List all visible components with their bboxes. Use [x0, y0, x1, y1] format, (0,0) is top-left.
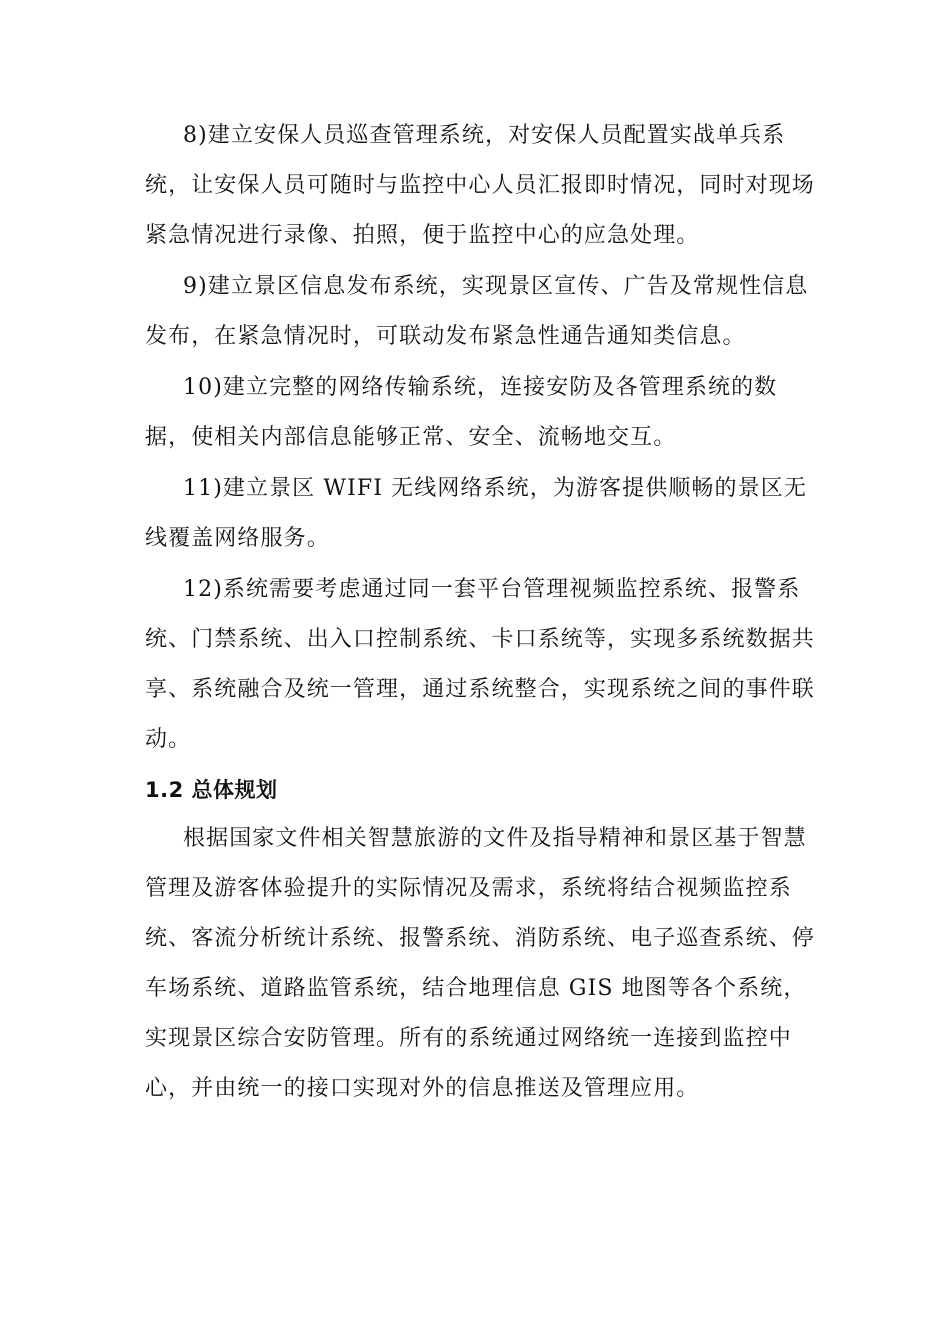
paragraph-item-12: 12)系统需要考虑通过同一套平台管理视频监控系统、报警系统、门禁系统、出入口控制系统、卡口系统等，实现多系统数据共享、系统融合及统一管理，通过系统整合，实现系统之间的事件联动。 — [145, 577, 815, 752]
document-body — [145, 111, 815, 1115]
paragraph-item-9: 9)建立景区信息发布系统，实现景区宣传、广告及常规性信息发布，在紧急情况时，可联动发布紧急性通告通知类信息。 — [145, 274, 809, 349]
paragraph-item-11: 11)建立景区 WIFI 无线网络系统，为游客提供顺畅的景区无线覆盖网络服务。 — [145, 476, 807, 551]
section-heading: 1.2 总体规划 — [145, 778, 278, 802]
paragraph-item-8: 8)建立安保人员巡查管理系统，对安保人员配置实战单兵系统，让安保人员可随时与监控中心人员汇报即时情况，同时对现场紧急情况进行录像、拍照，便于监控中心的应急处理。 — [145, 123, 815, 248]
paragraph-item-10: 10)建立完整的网络传输系统，连接安防及各管理系统的数据，使相关内部信息能够正常、安全、流畅地交互。 — [145, 375, 778, 450]
paragraph-overall-plan: 根据国家文件相关智慧旅游的文件及指导精神和景区基于智慧管理及游客体验提升的实际情况及需求，系统将结合视频监控系统、客流分析统计系统、报警系统、消防系统、电子巡查系统、停车场系统、道路监管系统，结合地理信息 GIS 地图等各个系统，实现景区综合安防管理。所有的系统通过网络统一连接到监控中心，并由统一的接口实现对外的信息推送及管理应用。 — [145, 826, 815, 1101]
